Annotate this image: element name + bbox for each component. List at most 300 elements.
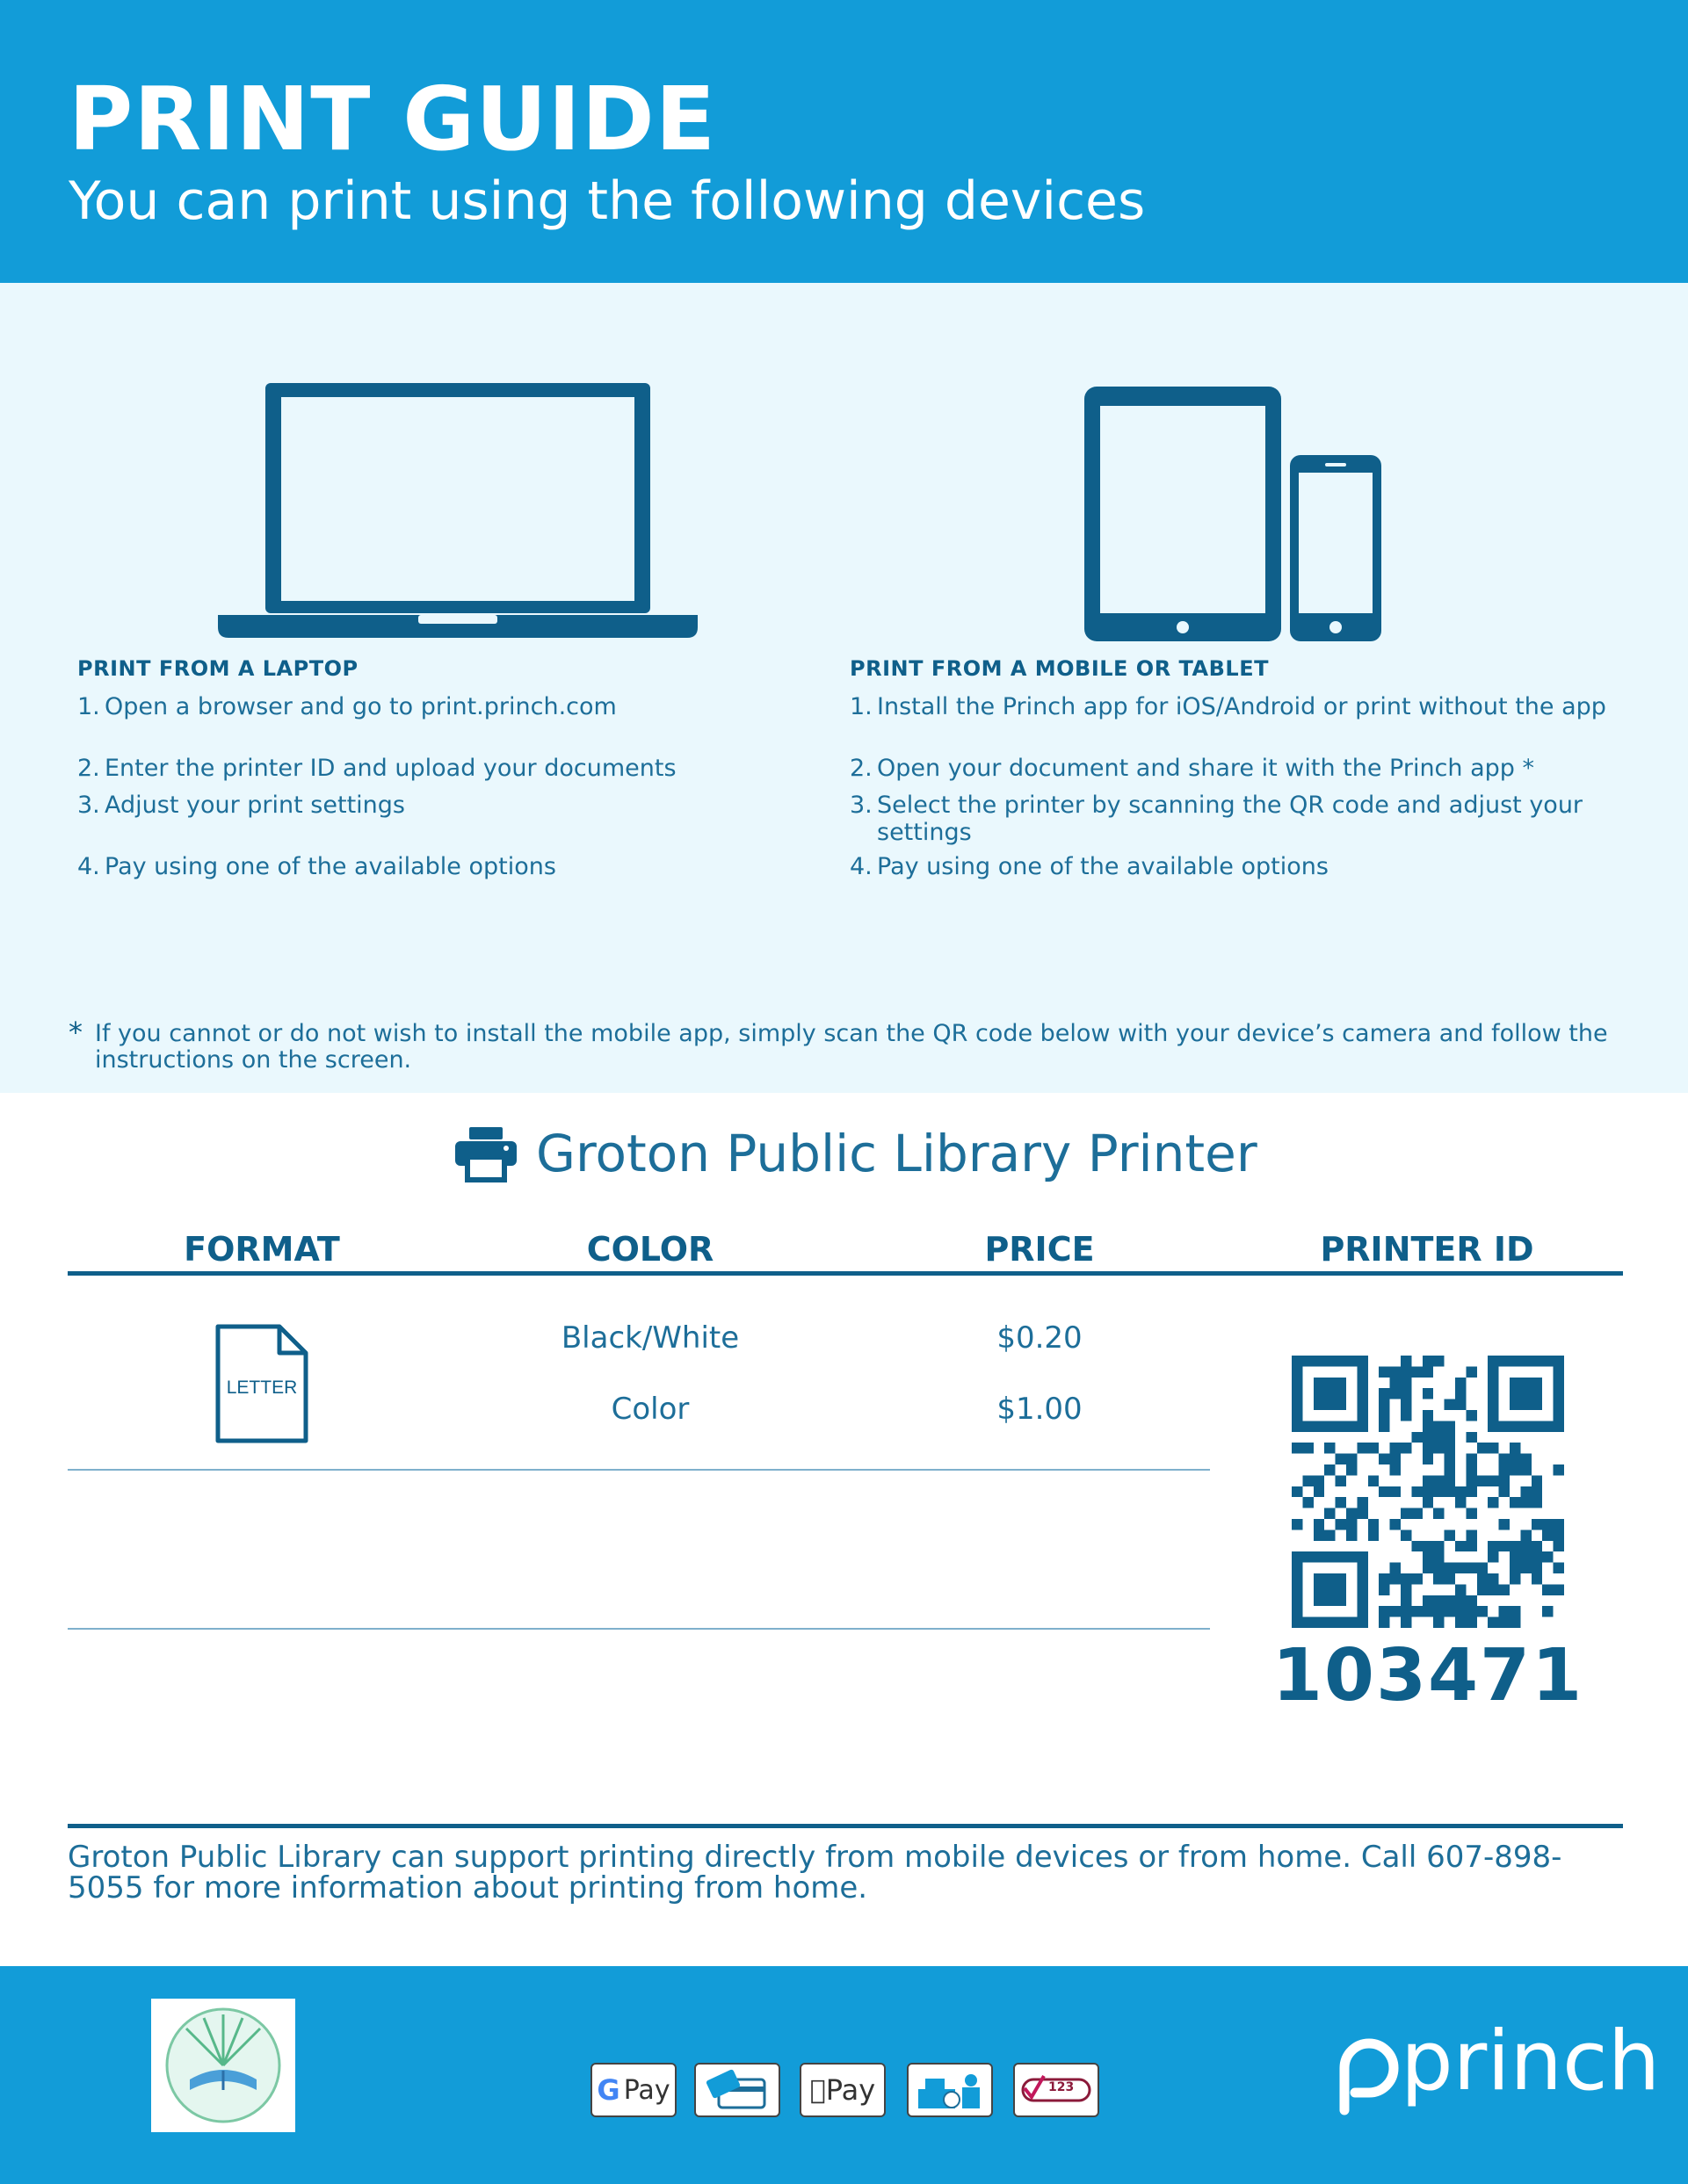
qr-module: [1445, 1432, 1455, 1443]
qr-module: [1411, 1541, 1422, 1551]
qr-module: [1324, 1584, 1335, 1595]
mobile-instructions: [850, 656, 1623, 880]
qr-module: [1554, 1464, 1564, 1475]
qr-module: [1520, 1486, 1531, 1497]
qr-module: [1455, 1388, 1466, 1399]
qr-module: [1445, 1454, 1455, 1464]
qr-module: [1510, 1356, 1520, 1366]
qr-module: [1401, 1378, 1411, 1388]
qr-module: [1292, 1378, 1302, 1388]
qr-module: [1520, 1388, 1531, 1399]
qr-module: [1390, 1563, 1401, 1573]
qr-module: [1488, 1475, 1498, 1486]
page-title: PRINT GUIDE: [69, 68, 717, 170]
qr-module: [1510, 1551, 1520, 1562]
qr-module: [1532, 1356, 1542, 1366]
qr-module: [1433, 1475, 1444, 1486]
footnote: [69, 1016, 1633, 1074]
qr-module: [1314, 1617, 1324, 1628]
qr-module: [1532, 1388, 1542, 1399]
printer-icon: [455, 1127, 517, 1180]
qr-module: [1401, 1443, 1411, 1453]
qr-module: [1346, 1421, 1357, 1431]
qr-module: [1411, 1508, 1422, 1519]
laptop-step: 3. Adjust your print settings: [77, 792, 405, 819]
qr-module: [1357, 1356, 1367, 1366]
mobile-step: 4. Pay using one of the available options: [850, 853, 1329, 880]
qr-module: [1324, 1551, 1335, 1562]
qr-module: [1433, 1356, 1444, 1366]
qr-module: [1466, 1366, 1476, 1377]
qr-module: [1292, 1443, 1302, 1453]
qr-module: [1346, 1617, 1357, 1628]
qr-module: [1423, 1475, 1433, 1486]
qr-module: [1554, 1399, 1564, 1410]
qr-module: [1423, 1551, 1433, 1562]
svg-text:princh: princh: [1401, 2014, 1661, 2109]
qr-module: [1401, 1530, 1411, 1540]
qr-module: [1423, 1443, 1433, 1453]
laptop-heading: PRINT FROM A LAPTOP: [77, 656, 359, 681]
qr-module: [1368, 1519, 1379, 1530]
qr-module: [1520, 1421, 1531, 1431]
qr-module: [1466, 1606, 1476, 1616]
qr-module: [1423, 1356, 1433, 1366]
qr-module: [1488, 1541, 1498, 1551]
qr-module: [1357, 1551, 1367, 1562]
qr-module: [1554, 1530, 1564, 1540]
qr-module: [1368, 1443, 1379, 1453]
qr-module: [1433, 1541, 1444, 1551]
qr-module: [1445, 1421, 1455, 1431]
qr-module: [1433, 1421, 1444, 1431]
qr-module: [1411, 1486, 1422, 1497]
qr-module: [1554, 1356, 1564, 1366]
qr-module: [1499, 1541, 1510, 1551]
qr-module: [1324, 1530, 1335, 1540]
credit-card-icon: [694, 2063, 780, 2117]
qr-module: [1390, 1464, 1401, 1475]
voucher-icon: 123: [1013, 2063, 1099, 2117]
qr-module: [1336, 1573, 1346, 1584]
qr-module: [1542, 1356, 1553, 1366]
row-divider: [68, 1469, 1210, 1471]
qr-module: [1336, 1617, 1346, 1628]
row-color: Black/White: [561, 1320, 740, 1356]
qr-module: [1292, 1573, 1302, 1584]
qr-module: [1379, 1573, 1389, 1584]
qr-module: [1499, 1519, 1510, 1530]
qr-module: [1357, 1399, 1367, 1410]
qr-module: [1466, 1464, 1476, 1475]
qr-module: [1466, 1508, 1476, 1519]
qr-module: [1466, 1454, 1476, 1464]
printer-id: 103471: [1271, 1634, 1584, 1718]
qr-module: [1423, 1563, 1433, 1573]
qr-module: [1357, 1584, 1367, 1595]
qr-module: [1554, 1519, 1564, 1530]
qr-module: [1520, 1464, 1531, 1475]
qr-module: [1510, 1443, 1520, 1453]
qr-module: [1433, 1606, 1444, 1616]
qr-module: [1314, 1475, 1324, 1486]
qr-module: [1324, 1443, 1335, 1453]
qr-module: [1324, 1508, 1335, 1519]
qr-module: [1302, 1617, 1313, 1628]
qr-module: [1346, 1464, 1357, 1475]
qr-module: [1302, 1551, 1313, 1562]
qr-module: [1346, 1508, 1357, 1519]
qr-module: [1520, 1563, 1531, 1573]
tablet-phone-icon: [1081, 387, 1381, 641]
qr-module: [1499, 1617, 1510, 1628]
qr-module: [1532, 1378, 1542, 1388]
qr-module: [1532, 1541, 1542, 1551]
qr-module: [1314, 1551, 1324, 1562]
format-header: FORMAT: [184, 1230, 340, 1269]
qr-module: [1488, 1497, 1498, 1508]
qr-module: [1488, 1399, 1498, 1410]
qr-module: [1379, 1399, 1389, 1410]
qr-module: [1401, 1366, 1411, 1377]
qr-module: [1455, 1584, 1466, 1595]
qr-module: [1302, 1356, 1313, 1366]
qr-module: [1401, 1399, 1411, 1410]
qr-module: [1357, 1421, 1367, 1431]
qr-module: [1532, 1486, 1542, 1497]
qr-module: [1423, 1421, 1433, 1431]
qr-module: [1357, 1573, 1367, 1584]
qr-module: [1423, 1606, 1433, 1616]
qr-module: [1510, 1378, 1520, 1388]
qr-module: [1357, 1366, 1367, 1377]
qr-module: [1510, 1464, 1520, 1475]
qr-module: [1445, 1443, 1455, 1453]
qr-module: [1357, 1388, 1367, 1399]
qr-module: [1357, 1617, 1367, 1628]
qr-module: [1390, 1443, 1401, 1453]
qr-module: [1401, 1388, 1411, 1399]
qr-module: [1357, 1410, 1367, 1421]
qr-module: [1336, 1497, 1346, 1508]
library-seal-icon: [151, 1999, 295, 2132]
qr-module: [1499, 1475, 1510, 1486]
qr-module: [1423, 1454, 1433, 1464]
qr-module: [1466, 1486, 1476, 1497]
qr-module: [1520, 1378, 1531, 1388]
qr-module: [1477, 1573, 1488, 1584]
row-price: $0.20: [996, 1320, 1083, 1356]
qr-module: [1390, 1573, 1401, 1584]
qr-module: [1357, 1378, 1367, 1388]
page-subtitle: You can print using the following devices: [69, 170, 1146, 232]
mobile-step: 3. Select the printer by scanning the QR code and adjust your settings: [850, 792, 1583, 846]
qr-module: [1346, 1519, 1357, 1530]
qr-module: [1542, 1584, 1553, 1595]
qr-module: [1346, 1356, 1357, 1366]
qr-module: [1510, 1617, 1520, 1628]
qr-module: [1532, 1497, 1542, 1508]
qr-module: [1445, 1595, 1455, 1606]
apple-pay-icon: Pay: [800, 2063, 886, 2117]
qr-module: [1423, 1595, 1433, 1606]
qr-module: [1314, 1356, 1324, 1366]
qr-module: [1532, 1519, 1542, 1530]
qr-module: [1357, 1595, 1367, 1606]
qr-module: [1445, 1486, 1455, 1497]
qr-module: [1292, 1563, 1302, 1573]
qr-module: [1379, 1410, 1389, 1421]
qr-module: [1520, 1399, 1531, 1410]
mobile-step: 1. Install the Princh app for iOS/Android or print without the app: [850, 693, 1606, 720]
qr-module: [1466, 1410, 1476, 1421]
qr-module: [1554, 1584, 1564, 1595]
printer-name: Groton Public Library Printer: [536, 1124, 1257, 1183]
qr-module: [1445, 1530, 1455, 1540]
qr-module: [1324, 1399, 1335, 1410]
mobile-step: 2. Open your document and share it with the Princh app *: [850, 755, 1534, 782]
qr-module: [1520, 1541, 1531, 1551]
qr-module: [1379, 1617, 1389, 1628]
qr-module: [1477, 1584, 1488, 1595]
qr-module: [1401, 1356, 1411, 1366]
qr-module: [1379, 1584, 1389, 1595]
qr-module: [1336, 1551, 1346, 1562]
qr-module: [1510, 1421, 1520, 1431]
qr-module: [1314, 1388, 1324, 1399]
qr-module: [1368, 1530, 1379, 1540]
qr-module: [1401, 1595, 1411, 1606]
qr-module: [1542, 1530, 1553, 1540]
qr-module: [1477, 1606, 1488, 1616]
info-text: Groton Public Library can support printing directly from mobile devices or from home. Call 607-898-5055 for more information about printing from home.: [68, 1840, 1562, 1906]
qr-module: [1532, 1551, 1542, 1562]
qr-module: [1499, 1421, 1510, 1431]
qr-module: [1292, 1584, 1302, 1595]
qr-module: [1488, 1584, 1498, 1595]
qr-module: [1433, 1563, 1444, 1573]
qr-module: [1379, 1486, 1389, 1497]
qr-module: [1336, 1454, 1346, 1464]
laptop-icon: [218, 380, 698, 643]
qr-module: [1324, 1378, 1335, 1388]
qr-module: [1411, 1606, 1422, 1616]
qr-module: [1336, 1378, 1346, 1388]
qr-module: [1542, 1421, 1553, 1431]
qr-module: [1292, 1606, 1302, 1616]
qr-module: [1488, 1388, 1498, 1399]
qr-module: [1433, 1573, 1444, 1584]
qr-module: [1292, 1551, 1302, 1562]
laptop-instructions: [77, 656, 851, 880]
qr-module: [1390, 1388, 1401, 1399]
qr-module: [1292, 1617, 1302, 1628]
qr-module: [1510, 1541, 1520, 1551]
qr-module: [1423, 1366, 1433, 1377]
qr-module: [1423, 1541, 1433, 1551]
qr-module: [1423, 1388, 1433, 1399]
qr-module: [1324, 1595, 1335, 1606]
qr-module: [1532, 1563, 1542, 1573]
qr-module: [1510, 1454, 1520, 1464]
qr-module: [1520, 1356, 1531, 1366]
qr-module: [1433, 1551, 1444, 1562]
qr-module: [1532, 1399, 1542, 1410]
qr-module: [1433, 1443, 1444, 1453]
qr-module: [1466, 1530, 1476, 1540]
qr-module: [1477, 1475, 1488, 1486]
qr-module: [1488, 1421, 1498, 1431]
qr-module: [1390, 1454, 1401, 1464]
footnote-star: *: [69, 1016, 83, 1049]
qr-module: [1510, 1573, 1520, 1584]
qr-module: [1401, 1410, 1411, 1421]
qr-module: [1390, 1378, 1401, 1388]
qr-module: [1324, 1617, 1335, 1628]
qr-module: [1445, 1563, 1455, 1573]
qr-module: [1357, 1443, 1367, 1453]
qr-module: [1554, 1563, 1564, 1573]
format-label: LETTER: [226, 1378, 298, 1398]
qr-module: [1445, 1606, 1455, 1616]
qr-module: [1532, 1573, 1542, 1584]
info-rule: [68, 1824, 1623, 1828]
devices-panel: [0, 283, 1688, 1093]
qr-module: [1314, 1595, 1324, 1606]
price-header: PRICE: [984, 1230, 1095, 1269]
qr-module: [1510, 1606, 1520, 1616]
qr-module: [1379, 1454, 1389, 1464]
qr-module: [1390, 1519, 1401, 1530]
qr-module: [1390, 1606, 1401, 1616]
qr-module: [1455, 1486, 1466, 1497]
qr-module: [1466, 1541, 1476, 1551]
printer-title: [455, 1123, 1257, 1184]
qr-module: [1302, 1497, 1313, 1508]
qr-module: [1336, 1356, 1346, 1366]
qr-code[interactable]: [1292, 1356, 1564, 1628]
qr-module: [1292, 1388, 1302, 1399]
qr-module: [1314, 1573, 1324, 1584]
qr-module: [1379, 1388, 1389, 1399]
laptop-step: 1. Open a browser and go to print.princh.com: [77, 693, 617, 720]
qr-module: [1488, 1356, 1498, 1366]
qr-module: [1520, 1551, 1531, 1562]
qr-module: [1314, 1530, 1324, 1540]
qr-module: [1336, 1584, 1346, 1595]
qr-module: [1292, 1421, 1302, 1431]
qr-module: [1488, 1573, 1498, 1584]
qr-module: [1455, 1497, 1466, 1508]
qr-module: [1423, 1432, 1433, 1443]
qr-module: [1554, 1378, 1564, 1388]
qr-module: [1346, 1530, 1357, 1540]
qr-module: [1379, 1366, 1389, 1377]
qr-module: [1336, 1595, 1346, 1606]
qr-module: [1488, 1366, 1498, 1377]
table-header-rule: [68, 1271, 1623, 1276]
qr-module: [1324, 1573, 1335, 1584]
qr-module: [1520, 1454, 1531, 1464]
footnote-text: If you cannot or do not wish to install the mobile app, simply scan the QR code below with your device’s camera and follow the instructions on the screen.: [95, 1020, 1608, 1074]
qr-module: [1324, 1464, 1335, 1475]
qr-module: [1357, 1508, 1367, 1519]
qr-module: [1510, 1563, 1520, 1573]
cash-desk-icon: [907, 2063, 993, 2117]
qr-module: [1510, 1497, 1520, 1508]
qr-module: [1433, 1486, 1444, 1497]
qr-module: [1292, 1519, 1302, 1530]
qr-module: [1488, 1378, 1498, 1388]
qr-module: [1488, 1410, 1498, 1421]
qr-module: [1314, 1519, 1324, 1530]
qr-module: [1324, 1388, 1335, 1399]
qr-module: [1499, 1486, 1510, 1497]
qr-module: [1445, 1399, 1455, 1410]
qr-module: [1477, 1563, 1488, 1573]
qr-module: [1302, 1475, 1313, 1486]
qr-module: [1520, 1530, 1531, 1540]
row-divider: [68, 1628, 1210, 1630]
qr-module: [1336, 1475, 1346, 1486]
qr-module: [1292, 1410, 1302, 1421]
qr-module: [1499, 1454, 1510, 1464]
mobile-heading: PRINT FROM A MOBILE OR TABLET: [850, 656, 1269, 681]
qr-module: [1532, 1421, 1542, 1431]
qr-module: [1324, 1356, 1335, 1366]
qr-module: [1466, 1563, 1476, 1573]
qr-module: [1445, 1573, 1455, 1584]
color-header: COLOR: [586, 1230, 714, 1269]
qr-module: [1379, 1421, 1389, 1431]
qr-module: [1314, 1399, 1324, 1410]
qr-module: [1368, 1475, 1379, 1486]
qr-module: [1488, 1551, 1498, 1562]
qr-module: [1466, 1595, 1476, 1606]
qr-module: [1314, 1584, 1324, 1595]
qr-module: [1314, 1486, 1324, 1497]
qr-module: [1357, 1606, 1367, 1616]
qr-module: [1499, 1464, 1510, 1475]
printer-id-header: PRINTER ID: [1320, 1230, 1534, 1269]
qr-module: [1433, 1432, 1444, 1443]
qr-module: [1445, 1475, 1455, 1486]
footer: [0, 1966, 1688, 2184]
qr-module: [1455, 1399, 1466, 1410]
qr-module: [1302, 1421, 1313, 1431]
qr-module: [1466, 1432, 1476, 1443]
qr-module: [1336, 1399, 1346, 1410]
qr-module: [1292, 1595, 1302, 1606]
qr-module: [1554, 1410, 1564, 1421]
qr-module: [1390, 1366, 1401, 1377]
qr-module: [1554, 1541, 1564, 1551]
qr-module: [1510, 1399, 1520, 1410]
qr-module: [1423, 1497, 1433, 1508]
qr-module: [1346, 1551, 1357, 1562]
qr-module: [1292, 1399, 1302, 1410]
qr-module: [1324, 1421, 1335, 1431]
library-logo: [151, 1999, 295, 2132]
qr-module: [1411, 1573, 1422, 1584]
qr-module: [1499, 1606, 1510, 1616]
qr-module: [1532, 1475, 1542, 1486]
qr-module: [1401, 1617, 1411, 1628]
qr-module: [1554, 1366, 1564, 1377]
qr-module: [1292, 1486, 1302, 1497]
qr-module: [1401, 1606, 1411, 1616]
qr-module: [1401, 1584, 1411, 1595]
